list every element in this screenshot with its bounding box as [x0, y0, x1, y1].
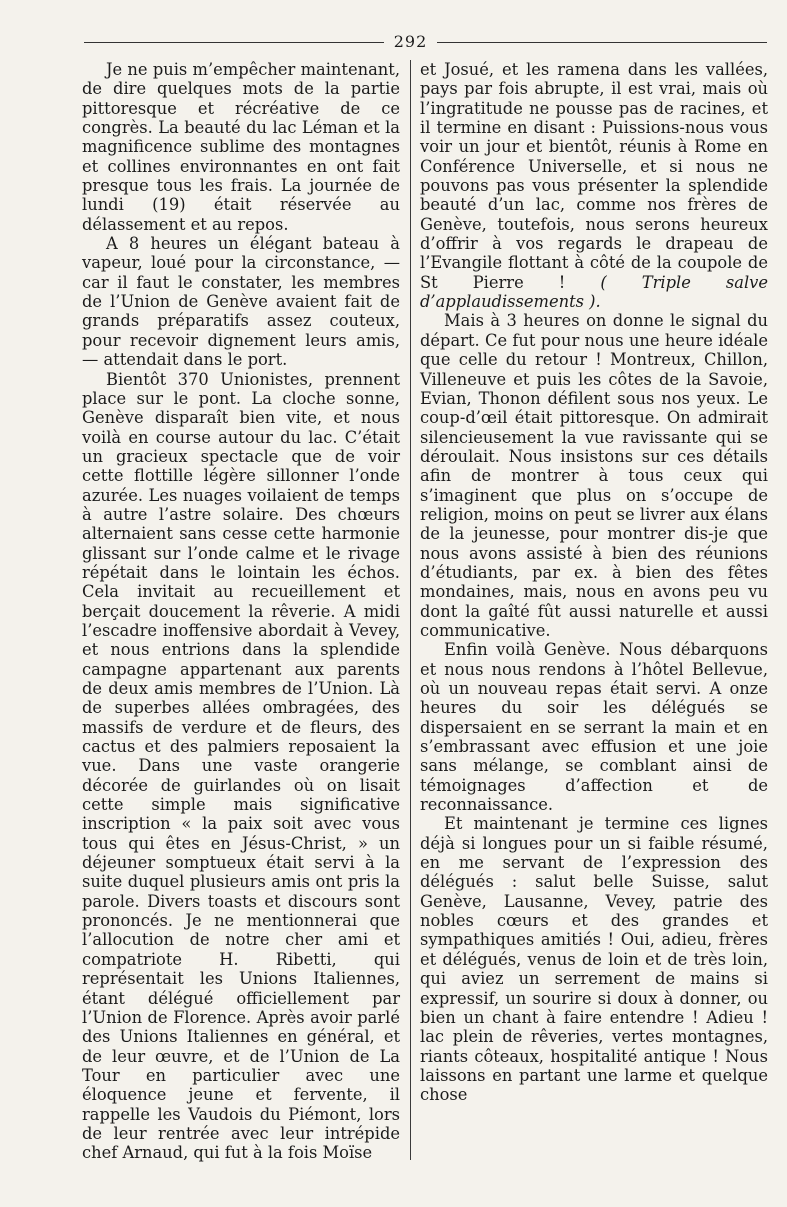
column-divider	[410, 60, 411, 1160]
paragraph	[420, 60, 768, 311]
right-column	[420, 60, 768, 1105]
paragraph: Enfin voilà Genève. Nous débarquons et nous nous rendons à l’hôtel Bellevue, où un nouveau repas était servi. A onze heures du soir les délégués se dispersaient en se serrant la main et en s’embrassant avec effusion et une joie sans mélange, se comblant ainsi de témoignages d’affection et de reconnaissance.	[420, 640, 768, 815]
paragraph: Et maintenant je termine ces lignes déjà si longues pour un si faible résumé, en me servant de l’expression des délégués : salut belle Suisse, salut Genève, Lausanne, Vevey, patrie des nobles cœurs et des grandes et sympathiques amitiés ! Oui, adieu, frères et délégués, venus de loin et de très loin, qui aviez un serrement de mains si expressif, un sourire si doux à donner, ou bien un chant à faire entendre ! Adieu ! lac plein de rêveries, vertes montagnes, riants côteaux, hospitalité antique ! Nous laissons en partant une larme et quelque chose	[420, 814, 768, 1105]
header-rule-right	[437, 42, 767, 43]
page-number: 292	[393, 32, 428, 51]
paragraph: Bientôt 370 Unionistes, prennent place sur le pont. La cloche sonne, Genève disparaît bien vite, et nous voilà en course autour du lac. C’était un gracieux spectacle que de voir cette flottille légère sillonner l’onde azurée. Les nuages voilaient de temps à autre l’astre solaire. Des chœurs alternaient sans cesse cette harmonie glissant sur l’onde calme et le rivage répétait dans le lointain les échos. Cela invitait au recueillement et berçait doucement la rêverie. A midi l’escadre inoffensive abordait à Vevey, et nous entrions dans la splendide campagne appartenant aux parents de deux amis membres de l’Union. Là de superbes allées ombragées, des massifs de verdure et de fleurs, des cactus et des palmiers reposaient la vue. Dans une vaste orangerie décorée de guirlandes où on lisait cette simple mais significative inscription « la paix soit avec vous tous qui êtes en Jésus-Christ, » un déjeuner somptueux était servi à la suite duquel plusieurs amis ont pris la parole. Divers toasts et discours sont prononcés. Je ne mentionnerai que l’allocution de notre cher ami et compatriote H. Ribetti, qui représentait les Unions Italiennes, étant délégué officiellement par l’Union de Florence. Après avoir parlé des Unions Italiennes en général, et de leur œuvre, et de l’Union de La Tour en particulier avec une éloquence jeune et fervente, il rappelle les Vaudois du Piémont, lors de leur rentrée avec leur intrépide chef Arnaud, qui fut à la fois Moïse	[82, 369, 400, 1163]
paragraph: A 8 heures un élégant bateau à vapeur, loué pour la circonstance, — car il faut le constater, les membres de l’Union de Genève avaient fait de grands préparatifs assez couteux, pour recevoir dignement leurs amis, — attendait dans le port.	[82, 234, 400, 370]
page-header	[84, 34, 767, 50]
applause-note: ( Triple salve d’applaudissements ).	[420, 272, 768, 312]
left-column	[82, 60, 400, 1163]
paragraph: Mais à 3 heures on donne le signal du départ. Ce fut pour nous une heure idéale que celle du retour ! Montreux, Chillon, Villeneuve et puis les côtes de la Savoie, Evian, Thonon défilent sous nos yeux. Le coup-d’œil était pittoresque. On admirait silencieusement la vue ravissante qui se déroulait. Nous insistons sur ces détails afin de montrer à tous ceux qui s’imaginent que plus on s’occupe de religion, moins on peut se livrer aux élans de la jeunesse, pour montrer dis-je que nous avons assisté à bien des réunions d’étudiants, par ex. à bien des fêtes mondaines, mais, nous en avons peu vu dont la gaîté fût aussi naturelle et aussi communicative.	[420, 311, 768, 640]
paragraph-text: et Josué, et les ramena dans les vallées, pays par fois abrupte, il est vrai, mais où l’ingratitude ne pousse pas de racines, et il termine en disant : Puissions-nous vous voir un jour et bientôt, réunis à Rome en Conférence Universelle, et si nous ne pouvons pas vous présenter la splendide beauté d’un lac, comme nos frères de Genève, toutefois, nous serons heureux d’offrir à vos regards le drapeau de l’Evangile flottant à côté de la coupole de St Pierre !	[420, 60, 768, 292]
paragraph: Je ne puis m’empêcher maintenant, de dire quelques mots de la partie pittoresque et récréative de ce congrès. La beauté du lac Léman et la magnificence sublime des montagnes et collines environnantes en ont fait presque tous les frais. La journée de lundi (19) était réservée au délassement et au repos.	[82, 60, 400, 234]
header-rule-left	[84, 42, 384, 43]
